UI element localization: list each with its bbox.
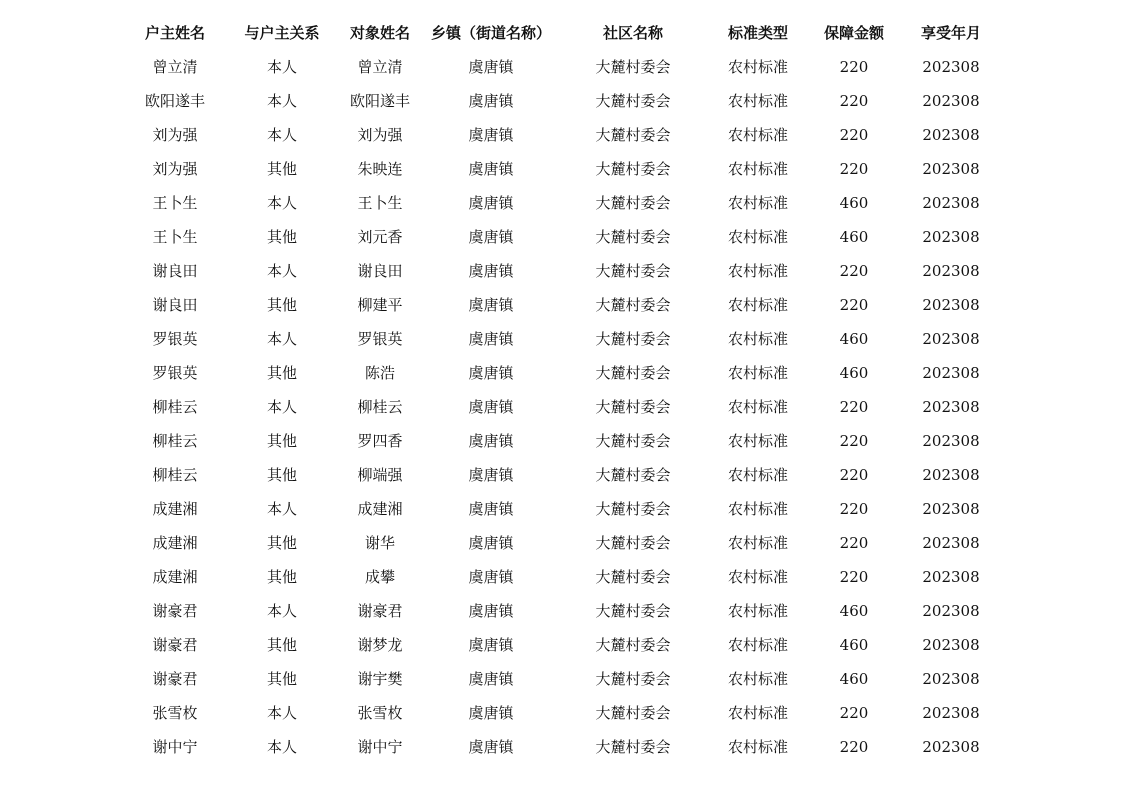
cell-standard-type: 农村标准 xyxy=(727,466,788,484)
cell-period: 202308 xyxy=(922,92,980,110)
cell-community: 大麓村委会 xyxy=(595,500,671,518)
cell-household-head-name: 王卜生 xyxy=(152,194,198,212)
cell-period: 202308 xyxy=(922,534,980,552)
cell-community: 大麓村委会 xyxy=(595,704,671,722)
cell-community: 大麓村委会 xyxy=(595,432,671,450)
header-household-head-name: 户主姓名 xyxy=(144,24,205,42)
cell-period: 202308 xyxy=(922,262,980,280)
cell-standard-type: 农村标准 xyxy=(727,670,788,688)
cell-recipient-name: 欧阳遂丰 xyxy=(349,92,410,110)
cell-standard-type: 农村标准 xyxy=(727,534,788,552)
cell-relation: 其他 xyxy=(266,466,297,484)
cell-relation: 本人 xyxy=(266,602,297,620)
cell-period: 202308 xyxy=(922,160,980,178)
cell-community: 大麓村委会 xyxy=(595,58,671,76)
cell-standard-type: 农村标准 xyxy=(727,704,788,722)
cell-period: 202308 xyxy=(922,194,980,212)
cell-period: 202308 xyxy=(922,500,980,518)
cell-community: 大麓村委会 xyxy=(595,534,671,552)
cell-township: 虞唐镇 xyxy=(468,738,514,756)
cell-household-head-name: 成建湘 xyxy=(152,500,198,518)
cell-household-head-name: 谢豪君 xyxy=(152,602,198,620)
cell-relation: 本人 xyxy=(266,262,297,280)
table-row xyxy=(120,628,1020,662)
cell-period: 202308 xyxy=(922,126,980,144)
cell-recipient-name: 柳端强 xyxy=(357,466,403,484)
cell-amount: 460 xyxy=(839,228,869,246)
header-period: 享受年月 xyxy=(920,24,981,42)
cell-standard-type: 农村标准 xyxy=(727,398,788,416)
table-row xyxy=(120,662,1020,696)
cell-amount: 220 xyxy=(839,92,869,110)
cell-amount: 460 xyxy=(839,670,869,688)
cell-community: 大麓村委会 xyxy=(595,364,671,382)
cell-household-head-name: 谢豪君 xyxy=(152,636,198,654)
cell-period: 202308 xyxy=(922,398,980,416)
cell-recipient-name: 陈浩 xyxy=(364,364,395,382)
cell-period: 202308 xyxy=(922,738,980,756)
cell-township: 虞唐镇 xyxy=(468,500,514,518)
cell-period: 202308 xyxy=(922,58,980,76)
cell-relation: 其他 xyxy=(266,670,297,688)
cell-amount: 220 xyxy=(839,466,869,484)
cell-period: 202308 xyxy=(922,602,980,620)
cell-township: 虞唐镇 xyxy=(468,602,514,620)
cell-township: 虞唐镇 xyxy=(468,92,514,110)
cell-township: 虞唐镇 xyxy=(468,636,514,654)
cell-period: 202308 xyxy=(922,568,980,586)
cell-household-head-name: 刘为强 xyxy=(152,126,198,144)
cell-relation: 本人 xyxy=(266,194,297,212)
cell-community: 大麓村委会 xyxy=(595,126,671,144)
cell-household-head-name: 柳桂云 xyxy=(152,432,198,450)
cell-township: 虞唐镇 xyxy=(468,262,514,280)
cell-standard-type: 农村标准 xyxy=(727,568,788,586)
cell-relation: 本人 xyxy=(266,738,297,756)
cell-period: 202308 xyxy=(922,636,980,654)
cell-household-head-name: 成建湘 xyxy=(152,534,198,552)
cell-community: 大麓村委会 xyxy=(595,92,671,110)
table-row xyxy=(120,288,1020,322)
cell-community: 大麓村委会 xyxy=(595,636,671,654)
cell-amount: 220 xyxy=(839,738,869,756)
cell-community: 大麓村委会 xyxy=(595,228,671,246)
cell-amount: 220 xyxy=(839,534,869,552)
cell-household-head-name: 曾立清 xyxy=(152,58,198,76)
cell-amount: 220 xyxy=(839,160,869,178)
table-row xyxy=(120,424,1020,458)
cell-standard-type: 农村标准 xyxy=(727,432,788,450)
cell-relation: 本人 xyxy=(266,704,297,722)
cell-township: 虞唐镇 xyxy=(468,364,514,382)
cell-township: 虞唐镇 xyxy=(468,568,514,586)
table-row xyxy=(120,526,1020,560)
cell-recipient-name: 谢宇樊 xyxy=(357,670,403,688)
table-row xyxy=(120,254,1020,288)
cell-amount: 220 xyxy=(839,568,869,586)
cell-period: 202308 xyxy=(922,330,980,348)
cell-relation: 其他 xyxy=(266,432,297,450)
table-row xyxy=(120,84,1020,118)
cell-community: 大麓村委会 xyxy=(595,296,671,314)
table-row xyxy=(120,220,1020,254)
cell-township: 虞唐镇 xyxy=(468,398,514,416)
cell-household-head-name: 罗银英 xyxy=(152,330,198,348)
cell-standard-type: 农村标准 xyxy=(727,262,788,280)
table-row xyxy=(120,390,1020,424)
cell-recipient-name: 张雪枚 xyxy=(357,704,403,722)
cell-township: 虞唐镇 xyxy=(468,330,514,348)
cell-community: 大麓村委会 xyxy=(595,670,671,688)
cell-standard-type: 农村标准 xyxy=(727,364,788,382)
cell-amount: 220 xyxy=(839,704,869,722)
cell-community: 大麓村委会 xyxy=(595,568,671,586)
cell-amount: 220 xyxy=(839,398,869,416)
cell-household-head-name: 谢中宁 xyxy=(152,738,198,756)
cell-township: 虞唐镇 xyxy=(468,126,514,144)
cell-household-head-name: 柳桂云 xyxy=(152,398,198,416)
cell-standard-type: 农村标准 xyxy=(727,636,788,654)
cell-township: 虞唐镇 xyxy=(468,58,514,76)
cell-community: 大麓村委会 xyxy=(595,330,671,348)
header-standard-type: 标准类型 xyxy=(727,24,788,42)
cell-amount: 460 xyxy=(839,330,869,348)
cell-relation: 本人 xyxy=(266,92,297,110)
cell-community: 大麓村委会 xyxy=(595,160,671,178)
cell-amount: 220 xyxy=(839,432,869,450)
cell-standard-type: 农村标准 xyxy=(727,602,788,620)
cell-relation: 本人 xyxy=(266,398,297,416)
table-body xyxy=(120,50,1020,764)
cell-relation: 本人 xyxy=(266,58,297,76)
table-row xyxy=(120,356,1020,390)
benefit-table xyxy=(120,16,1020,764)
cell-amount: 460 xyxy=(839,636,869,654)
table-row xyxy=(120,492,1020,526)
cell-period: 202308 xyxy=(922,432,980,450)
header-community: 社区名称 xyxy=(602,24,663,42)
cell-community: 大麓村委会 xyxy=(595,194,671,212)
table-header-row xyxy=(120,16,1020,50)
header-recipient-name: 对象姓名 xyxy=(349,24,410,42)
cell-relation: 其他 xyxy=(266,160,297,178)
header-amount: 保障金额 xyxy=(823,24,884,42)
cell-amount: 460 xyxy=(839,364,869,382)
cell-amount: 220 xyxy=(839,296,869,314)
table-row xyxy=(120,458,1020,492)
cell-amount: 220 xyxy=(839,126,869,144)
cell-period: 202308 xyxy=(922,704,980,722)
cell-household-head-name: 张雪枚 xyxy=(152,704,198,722)
cell-standard-type: 农村标准 xyxy=(727,92,788,110)
cell-community: 大麓村委会 xyxy=(595,398,671,416)
cell-standard-type: 农村标准 xyxy=(727,58,788,76)
header-township: 乡镇（街道名称） xyxy=(430,24,551,42)
cell-amount: 220 xyxy=(839,500,869,518)
cell-relation: 本人 xyxy=(266,330,297,348)
cell-standard-type: 农村标准 xyxy=(727,126,788,144)
cell-community: 大麓村委会 xyxy=(595,262,671,280)
cell-township: 虞唐镇 xyxy=(468,466,514,484)
cell-recipient-name: 柳建平 xyxy=(357,296,403,314)
cell-township: 虞唐镇 xyxy=(468,296,514,314)
cell-recipient-name: 谢豪君 xyxy=(357,602,403,620)
cell-household-head-name: 谢良田 xyxy=(152,262,198,280)
cell-recipient-name: 成攀 xyxy=(364,568,395,586)
cell-household-head-name: 谢豪君 xyxy=(152,670,198,688)
cell-township: 虞唐镇 xyxy=(468,670,514,688)
cell-period: 202308 xyxy=(922,228,980,246)
cell-amount: 460 xyxy=(839,194,869,212)
cell-community: 大麓村委会 xyxy=(595,602,671,620)
cell-household-head-name: 罗银英 xyxy=(152,364,198,382)
cell-recipient-name: 罗银英 xyxy=(357,330,403,348)
table-row xyxy=(120,322,1020,356)
cell-recipient-name: 刘为强 xyxy=(357,126,403,144)
cell-relation: 其他 xyxy=(266,534,297,552)
cell-recipient-name: 柳桂云 xyxy=(357,398,403,416)
cell-standard-type: 农村标准 xyxy=(727,296,788,314)
cell-township: 虞唐镇 xyxy=(468,534,514,552)
cell-township: 虞唐镇 xyxy=(468,228,514,246)
cell-relation: 其他 xyxy=(266,568,297,586)
cell-standard-type: 农村标准 xyxy=(727,194,788,212)
cell-recipient-name: 刘元香 xyxy=(357,228,403,246)
cell-period: 202308 xyxy=(922,466,980,484)
cell-standard-type: 农村标准 xyxy=(727,500,788,518)
header-relation: 与户主关系 xyxy=(244,24,320,42)
cell-relation: 其他 xyxy=(266,364,297,382)
table-row xyxy=(120,186,1020,220)
cell-standard-type: 农村标准 xyxy=(727,228,788,246)
cell-relation: 本人 xyxy=(266,126,297,144)
cell-recipient-name: 谢良田 xyxy=(357,262,403,280)
table-row xyxy=(120,730,1020,764)
cell-relation: 其他 xyxy=(266,296,297,314)
cell-community: 大麓村委会 xyxy=(595,738,671,756)
cell-standard-type: 农村标准 xyxy=(727,738,788,756)
cell-household-head-name: 刘为强 xyxy=(152,160,198,178)
cell-recipient-name: 谢华 xyxy=(364,534,395,552)
cell-recipient-name: 王卜生 xyxy=(357,194,403,212)
table-row xyxy=(120,594,1020,628)
cell-amount: 460 xyxy=(839,602,869,620)
table-row xyxy=(120,696,1020,730)
cell-amount: 220 xyxy=(839,58,869,76)
cell-period: 202308 xyxy=(922,364,980,382)
cell-recipient-name: 谢梦龙 xyxy=(357,636,403,654)
cell-relation: 其他 xyxy=(266,228,297,246)
cell-recipient-name: 朱映连 xyxy=(357,160,403,178)
cell-recipient-name: 曾立清 xyxy=(357,58,403,76)
cell-township: 虞唐镇 xyxy=(468,160,514,178)
table-row xyxy=(120,50,1020,84)
cell-community: 大麓村委会 xyxy=(595,466,671,484)
table-row xyxy=(120,152,1020,186)
cell-household-head-name: 成建湘 xyxy=(152,568,198,586)
cell-recipient-name: 罗四香 xyxy=(357,432,403,450)
cell-household-head-name: 柳桂云 xyxy=(152,466,198,484)
cell-standard-type: 农村标准 xyxy=(727,160,788,178)
cell-period: 202308 xyxy=(922,296,980,314)
cell-recipient-name: 谢中宁 xyxy=(357,738,403,756)
cell-household-head-name: 欧阳遂丰 xyxy=(144,92,205,110)
cell-period: 202308 xyxy=(922,670,980,688)
cell-township: 虞唐镇 xyxy=(468,194,514,212)
cell-relation: 本人 xyxy=(266,500,297,518)
cell-township: 虞唐镇 xyxy=(468,432,514,450)
cell-relation: 其他 xyxy=(266,636,297,654)
cell-household-head-name: 谢良田 xyxy=(152,296,198,314)
cell-township: 虞唐镇 xyxy=(468,704,514,722)
cell-recipient-name: 成建湘 xyxy=(357,500,403,518)
cell-household-head-name: 王卜生 xyxy=(152,228,198,246)
table-row xyxy=(120,118,1020,152)
cell-standard-type: 农村标准 xyxy=(727,330,788,348)
table-row xyxy=(120,560,1020,594)
cell-amount: 220 xyxy=(839,262,869,280)
